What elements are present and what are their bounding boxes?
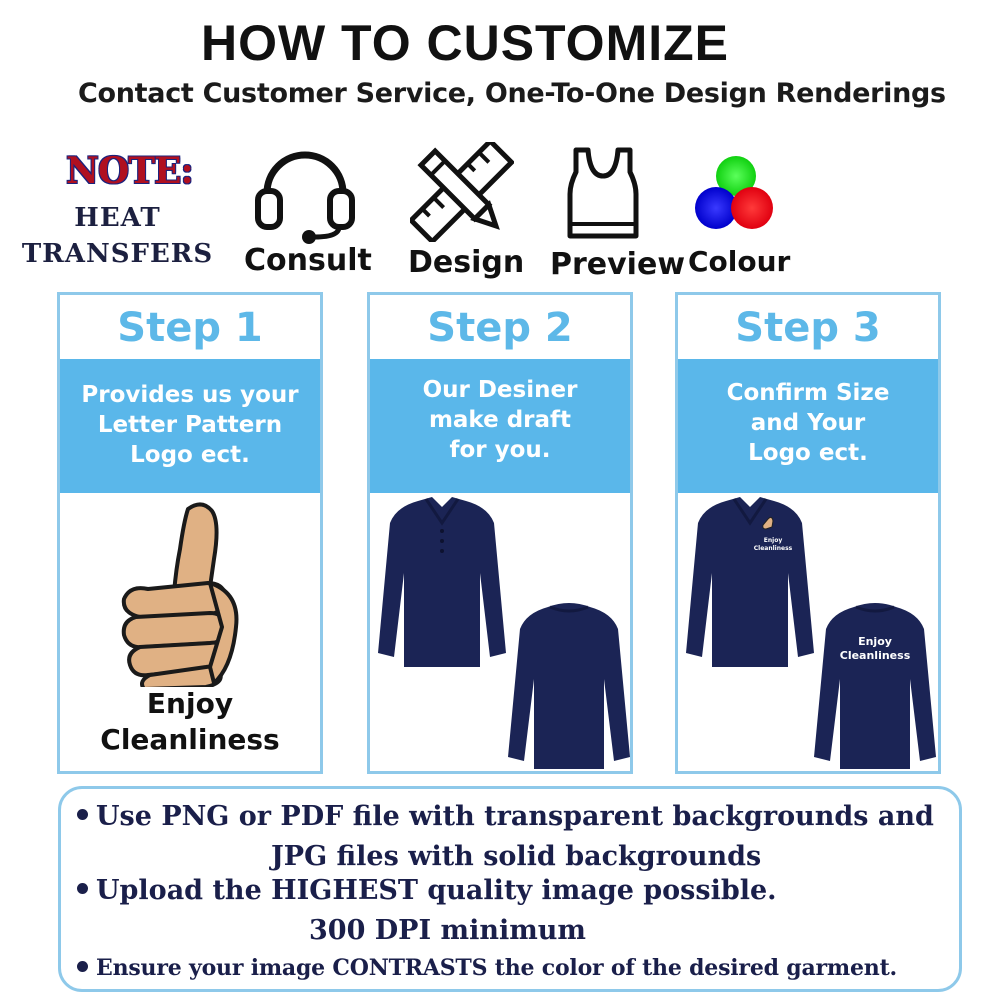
page-subtitle: Contact Customer Service, One-To-One Design Renderings [78,78,946,109]
tip-3-text: Ensure your image CONTRASTS the color of the desired garment. [96,955,897,981]
page-title: HOW TO CUSTOMIZE [200,15,730,71]
step-1-line-3: Logo ect. [130,442,250,468]
step-1-line-1: Provides us your [81,382,299,408]
tips-box [58,786,962,992]
process-label-colour: Colour [688,245,791,278]
note-text [20,200,215,272]
step-3-line-1: Confirm Size [726,380,890,406]
shirt-back-print-text [832,635,918,663]
shirt-front-print-text [748,537,798,553]
note-label: NOTE: [66,150,193,192]
tank-top-icon [566,146,640,240]
tip-1-line-1 [77,801,934,832]
shirt-front-print-line-1: Enjoy [763,537,783,544]
step-3-card [675,292,941,774]
shirt-back-print-line-1: Enjoy [858,635,892,648]
tip-1-text: Use PNG or PDF file with transparent backgrounds and [96,801,934,832]
step-2-line-3: for you. [449,437,551,463]
step-3-title: Step 3 [735,305,881,351]
step-1-description [60,359,320,493]
step-3-line-3: Logo ect. [748,440,868,466]
step-3-description [678,359,938,493]
polo-shirt-back-image [506,599,632,771]
step-1-body [60,493,320,771]
process-label-preview: Preview [550,247,686,282]
step-3-line-2: and Your [750,410,866,436]
note-line-2: TRANSFERS [21,239,214,269]
step-1-line-2: Letter Pattern [97,412,283,438]
step-2-title: Step 2 [427,305,573,351]
tip-2-line-2: 300 DPI minimum [309,915,586,946]
polo-shirt-front-printed-image [684,493,816,669]
tip-3-line-1 [77,955,897,981]
polo-shirt-back-printed-image [812,599,938,771]
step-1-caption-line-2: Cleanliness [100,723,280,756]
shirt-back-print-line-2: Cleanliness [839,649,911,662]
note-line-1: HEAT [74,203,161,233]
shirt-front-print-line-2: Cleanliness [753,545,793,552]
bullet-icon [77,809,88,820]
process-label-consult: Consult [244,243,372,278]
step-1-caption [60,686,320,758]
rgb-circles-icon [694,152,778,234]
polo-shirt-front-image [376,493,508,669]
step-2-line-2: make draft [428,407,572,433]
tip-2-line-1 [77,875,777,906]
tip-2-text: Upload the HIGHEST quality image possible. [96,875,777,906]
bullet-icon [77,883,88,894]
ruler-pencil-icon [410,142,514,242]
step-2-body [370,493,630,771]
step-2-description [370,359,630,493]
step-1-caption-line-1: Enjoy [146,687,234,720]
step-2-line-1: Our Desiner [422,377,578,403]
headset-icon [253,145,357,245]
step-1-card [57,292,323,774]
process-label-design: Design [408,245,525,280]
step-1-title: Step 1 [117,305,263,351]
thumbs-up-icon [118,497,248,687]
step-3-body [678,493,938,771]
tip-1-line-2: JPG files with solid backgrounds [271,841,762,872]
step-2-card [367,292,633,774]
bullet-icon [77,961,88,972]
